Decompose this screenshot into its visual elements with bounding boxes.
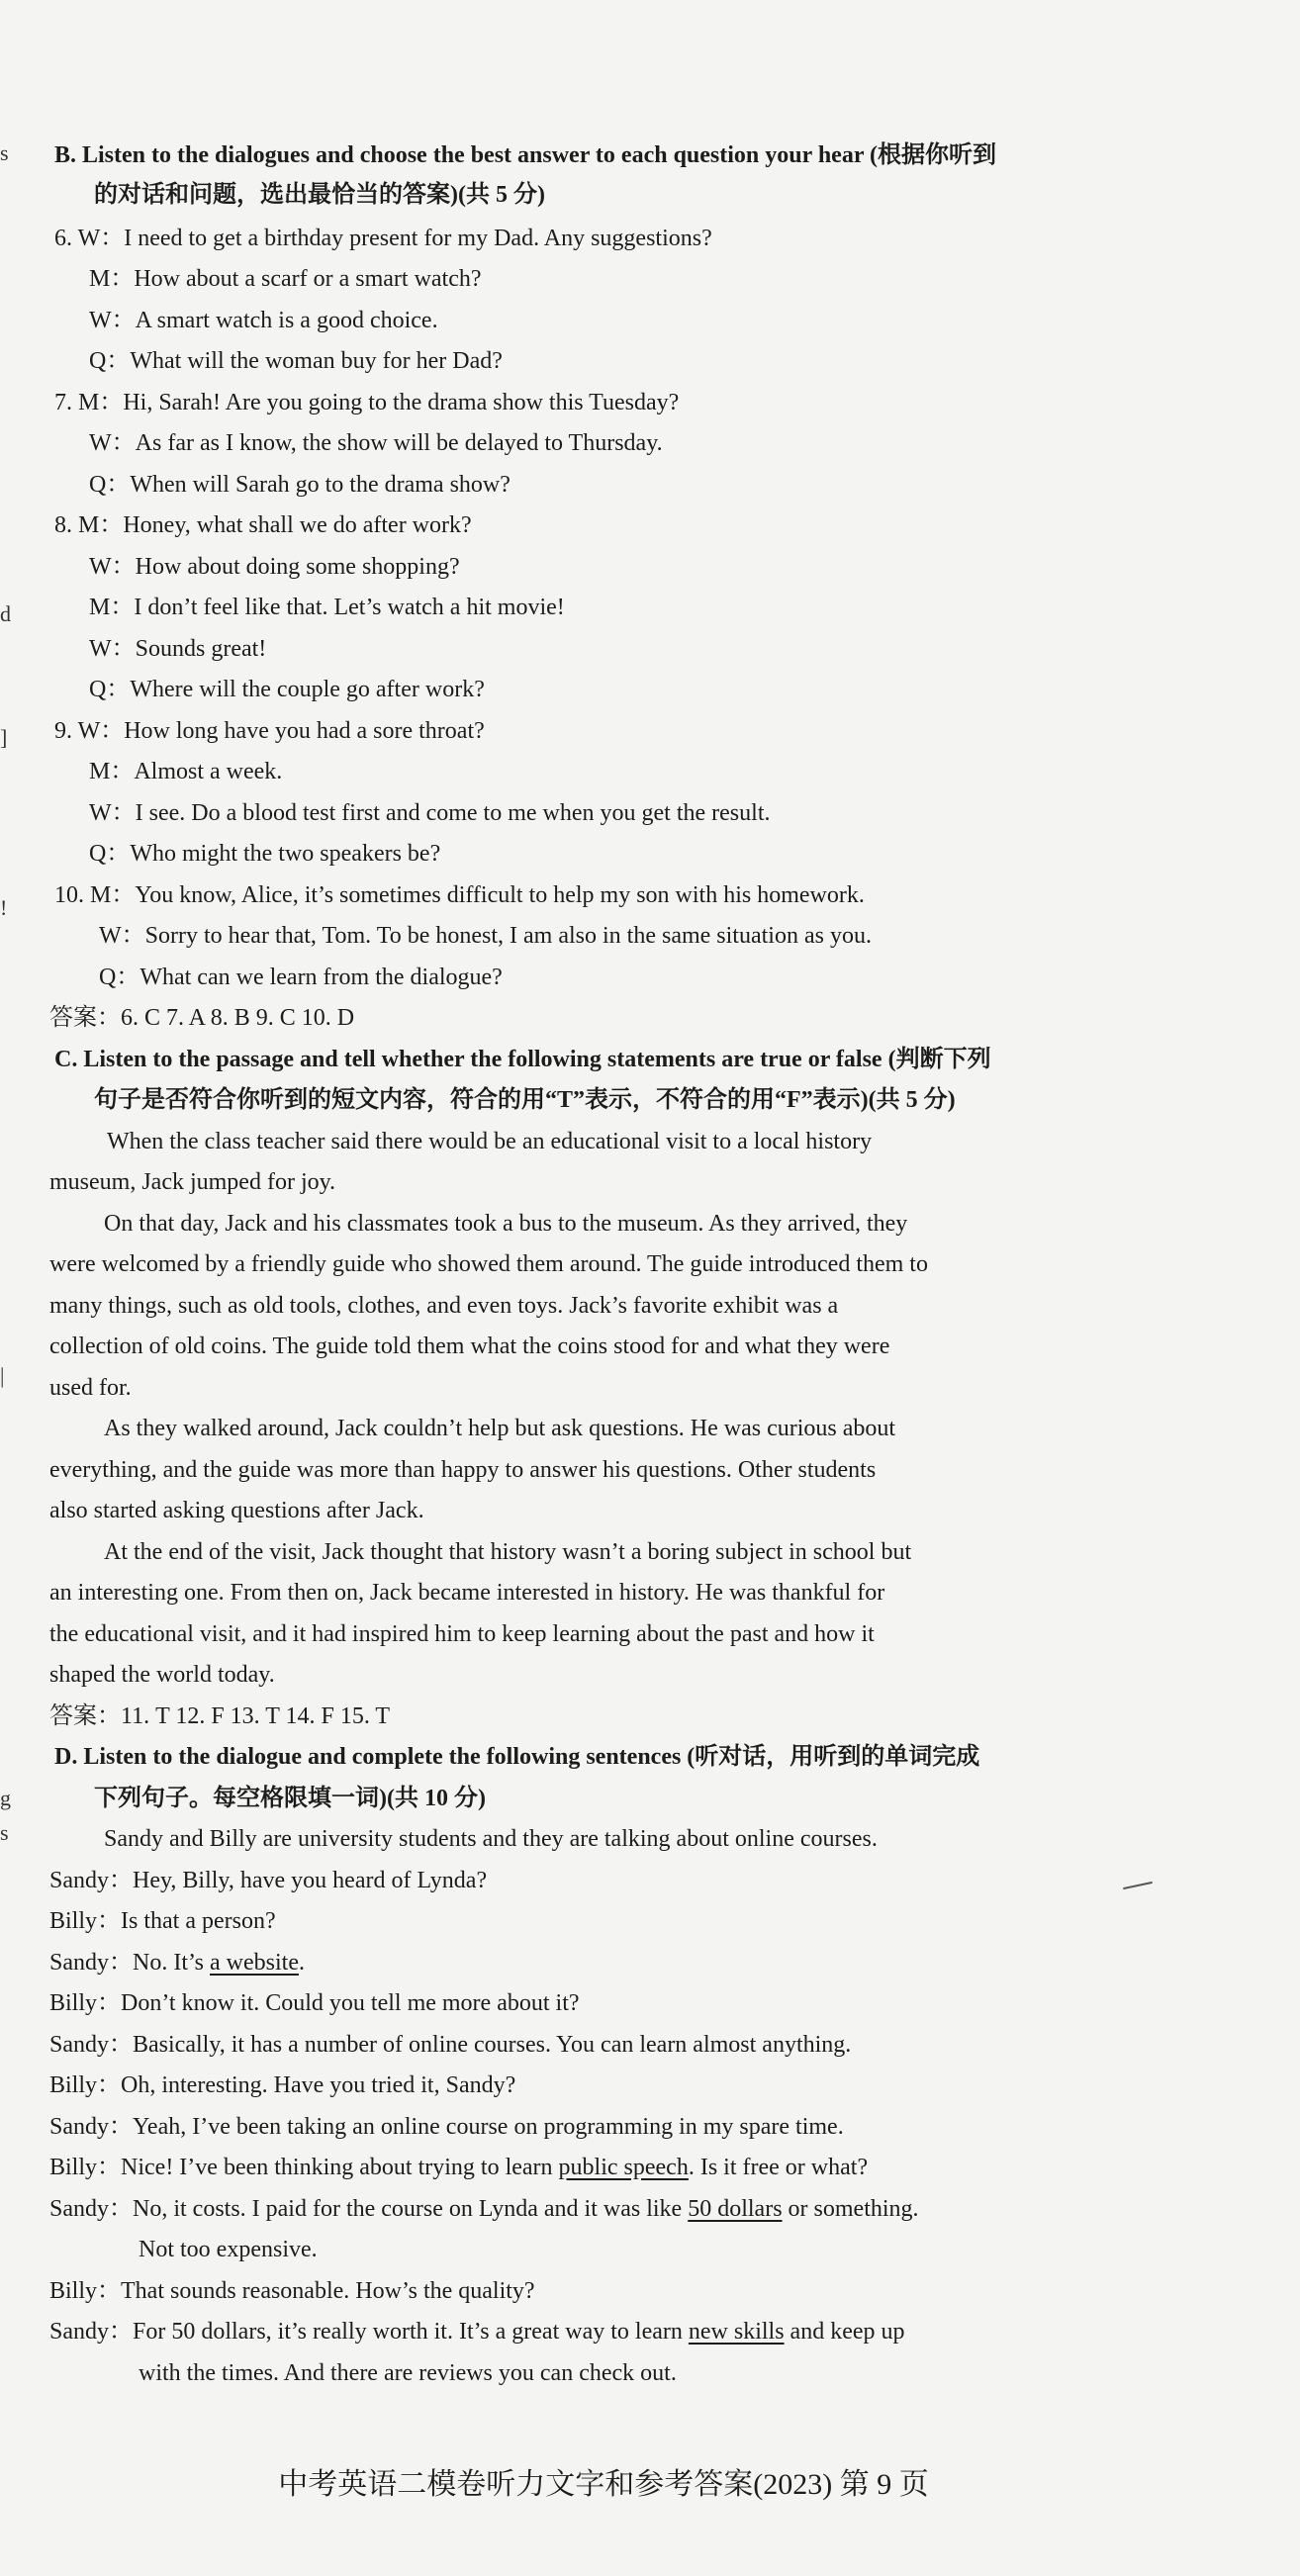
passage-line: everything, and the guide was more than happy to answer his questions. Other students — [49, 1457, 877, 1483]
dialogue-line: Sandy：Hey, Billy, have you heard of Lynda? — [49, 1868, 488, 1893]
answer-blank: a website — [210, 1950, 299, 1976]
dialogue-line-cont: with the times. And there are reviews you can check out. — [139, 2360, 677, 2386]
passage-line: many things, such as old tools, clothes, and even toys. Jack’s favorite exhibit was a — [49, 1293, 839, 1319]
section-b-heading: B. Listen to the dialogues and choose the best answer to each question your hear (根据你听到 — [54, 142, 997, 168]
dialogue-text: or something. — [782, 2196, 919, 2222]
dialogue-line: M：How about a scarf or a smart watch? — [89, 266, 482, 292]
passage-line: shaped the world today. — [49, 1662, 275, 1688]
passage-line: an interesting one. From then on, Jack became interested in history. He was thankful for — [49, 1580, 885, 1606]
dialogue-line: W：As far as I know, the show will be delayed to Thursday. — [89, 430, 663, 456]
passage-line: also started asking questions after Jack. — [49, 1498, 424, 1523]
dialogue-line: W：Sounds great! — [89, 636, 267, 662]
dialogue-line: 7. M：Hi, Sarah! Are you going to the drama show this Tuesday? — [54, 390, 680, 415]
dialogue-text: . — [298, 1950, 305, 1976]
dialogue-line: W：Sorry to hear that, Tom. To be honest, I am also in the same situation as you. — [99, 923, 872, 949]
dialogue-line-cont: Not too expensive. — [139, 2237, 318, 2262]
edge-mark: ! — [0, 895, 8, 920]
edge-mark: ] — [0, 725, 8, 750]
dialogue-line: W：A smart watch is a good choice. — [89, 308, 438, 333]
passage-line: were welcomed by a friendly guide who showed them around. The guide introduced them to — [49, 1251, 928, 1277]
dialogue-text: Sandy：For 50 dollars, it’s really worth it. It’s a great way to learn — [49, 2319, 689, 2345]
dialogue-line: Q：Who might the two speakers be? — [89, 841, 441, 867]
dialogue-line: 10. M：You know, Alice, it’s sometimes difficult to help my son with his homework. — [54, 882, 865, 908]
section-c-heading: C. Listen to the passage and tell whether the following statements are true or false (判断下列 — [54, 1047, 991, 1072]
edge-mark: s — [0, 140, 9, 165]
dialogue-line: Billy：Is that a person? — [49, 1908, 276, 1934]
dialogue-line: Q：What will the woman buy for her Dad? — [89, 348, 503, 374]
dialogue-line — [49, 2316, 905, 2347]
answer-key: 答案：6. C 7. A 8. B 9. C 10. D — [49, 1005, 355, 1031]
dialogue-line: Billy：Oh, interesting. Have you tried it, Sandy? — [49, 2072, 516, 2098]
dialogue-intro: Sandy and Billy are university students and they are talking about online courses. — [104, 1826, 878, 1852]
dialogue-line: Billy：Don’t know it. Could you tell me more about it? — [49, 1990, 580, 2016]
answer-key: 答案：11. T 12. F 13. T 14. F 15. T — [49, 1703, 391, 1729]
dialogue-line: Billy：That sounds reasonable. How’s the quality? — [49, 2278, 535, 2304]
answer-blank: public speech — [558, 2155, 689, 2180]
dialogue-line: M：I don’t feel like that. Let’s watch a hit movie! — [89, 595, 565, 620]
dialogue-line: 6. W：I need to get a birthday present for my Dad. Any suggestions? — [54, 226, 712, 251]
section-d-heading-cont: 下列句子。每空格限填一词)(共 10 分) — [94, 1786, 486, 1811]
edge-mark: d — [0, 601, 11, 626]
section-d-heading: D. Listen to the dialogue and complete the following sentences (听对话，用听到的单词完成 — [54, 1744, 980, 1770]
passage-line: collection of old coins. The guide told them what the coins stood for and what they were — [49, 1334, 890, 1359]
dialogue-line: Sandy：Yeah, I’ve been taking an online course on programming in my spare time. — [49, 2114, 844, 2140]
dialogue-text: Billy：Nice! I’ve been thinking about trying to learn — [49, 2155, 559, 2180]
dialogue-line — [49, 1947, 305, 1978]
dialogue-line: 9. W：How long have you had a sore throat? — [54, 718, 485, 744]
section-c-heading-cont: 句子是否符合你听到的短文内容，符合的用“T”表示，不符合的用“F”表示)(共 5 分) — [94, 1087, 956, 1113]
passage-line: the educational visit, and it had inspired him to keep learning about the past and how it — [49, 1621, 875, 1647]
dialogue-line: Q：When will Sarah go to the drama show? — [89, 472, 511, 498]
dialogue-text: . Is it free or what? — [688, 2155, 869, 2180]
dialogue-line: Sandy：Basically, it has a number of online courses. You can learn almost anything. — [49, 2032, 852, 2058]
dialogue-text: Sandy：No, it costs. I paid for the course on Lynda and it was like — [49, 2196, 689, 2222]
passage-line: At the end of the visit, Jack thought that history wasn’t a boring subject in school but — [104, 1539, 912, 1565]
edge-mark: | — [0, 1363, 5, 1388]
pen-stroke-mark — [1123, 1882, 1153, 1889]
page-footer: 中考英语二模卷听力文字和参考答案(2023) 第 9 页 — [278, 2468, 929, 2501]
passage-line: As they walked around, Jack couldn’t help but ask questions. He was curious about — [104, 1416, 896, 1441]
dialogue-line: M：Almost a week. — [89, 759, 283, 784]
dialogue-line — [49, 2152, 868, 2183]
edge-mark: s — [0, 1820, 9, 1845]
passage-line: When the class teacher said there would be an educational visit to a local history — [107, 1129, 873, 1154]
passage-line: On that day, Jack and his classmates took a bus to the museum. As they arrived, they — [104, 1211, 908, 1237]
dialogue-line — [49, 2193, 919, 2225]
dialogue-text: and keep up — [784, 2319, 905, 2345]
dialogue-line: W：How about doing some shopping? — [89, 554, 460, 580]
dialogue-line: Q：What can we learn from the dialogue? — [99, 965, 503, 990]
answer-blank: 50 dollars — [688, 2196, 783, 2222]
dialogue-text: Sandy：No. It’s — [49, 1950, 210, 1976]
dialogue-line: W：I see. Do a blood test first and come to me when you get the result. — [89, 800, 771, 826]
dialogue-line: 8. M：Honey, what shall we do after work? — [54, 512, 472, 538]
section-b-heading-cont: 的对话和问题，选出最恰当的答案)(共 5 分) — [94, 182, 545, 208]
answer-blank: new skills — [688, 2319, 785, 2345]
passage-line: museum, Jack jumped for joy. — [49, 1169, 336, 1195]
passage-line: used for. — [49, 1375, 132, 1401]
edge-mark: g — [0, 1786, 11, 1810]
dialogue-line: Q：Where will the couple go after work? — [89, 677, 485, 702]
